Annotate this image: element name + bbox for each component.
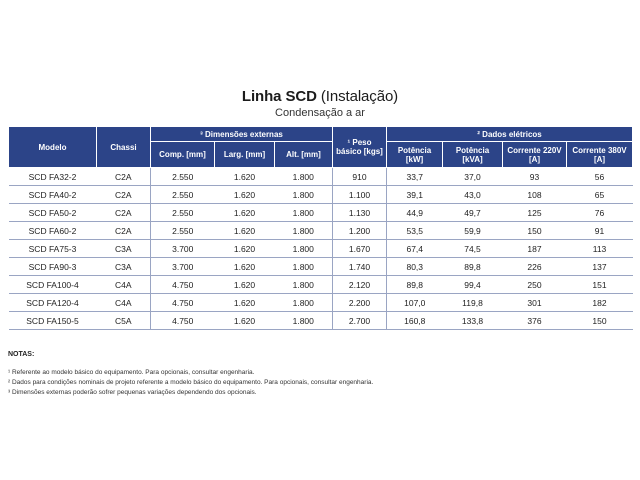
cell-current-380: 56 [567, 168, 633, 186]
cell-alt: 1.800 [275, 276, 333, 294]
table-body [9, 168, 633, 330]
cell-larg: 1.620 [215, 204, 275, 222]
cell-larg: 1.620 [215, 168, 275, 186]
cell-current-380: 91 [567, 222, 633, 240]
header-chassis: Chassi [97, 127, 151, 168]
cell-power-kva: 89,8 [443, 258, 503, 276]
header-current-220: Corrente 220V [A] [503, 142, 567, 168]
cell-power-kw: 53,5 [387, 222, 443, 240]
cell-larg: 1.620 [215, 276, 275, 294]
cell-chassis: C2A [97, 222, 151, 240]
cell-model: SCD FA120-4 [9, 294, 97, 312]
cell-current-380: 182 [567, 294, 633, 312]
note-item: ¹ Referente ao modelo básico do equipamento. Para opcionais, consultar engenharia. [8, 369, 255, 376]
cell-alt: 1.800 [275, 294, 333, 312]
cell-chassis: C2A [97, 204, 151, 222]
table-row [9, 240, 633, 258]
cell-weight: 1.670 [333, 240, 387, 258]
header-dimensions-group: ³ Dimensões externas [151, 127, 333, 142]
cell-comp: 4.750 [151, 276, 215, 294]
page-title-bold: Linha SCD [241, 88, 317, 105]
table-row [9, 276, 633, 294]
header-power-kva: Potência [kVA] [443, 142, 503, 168]
header-alt: Alt. [mm] [275, 142, 333, 168]
cell-model: SCD FA32-2 [9, 168, 97, 186]
cell-power-kva: 43,0 [443, 186, 503, 204]
notes-title: NOTAS: [8, 351, 35, 358]
cell-weight: 1.200 [333, 222, 387, 240]
cell-alt: 1.800 [275, 240, 333, 258]
header-model: Modelo [9, 127, 97, 168]
cell-power-kva: 99,4 [443, 276, 503, 294]
cell-power-kw: 107,0 [387, 294, 443, 312]
header-weight: ¹ Peso básico [kgs] [333, 127, 387, 168]
cell-current-220: 301 [503, 294, 567, 312]
cell-chassis: C3A [97, 258, 151, 276]
cell-model: SCD FA100-4 [9, 276, 97, 294]
cell-chassis: C2A [97, 186, 151, 204]
cell-current-220: 108 [503, 186, 567, 204]
cell-chassis: C4A [97, 276, 151, 294]
cell-alt: 1.800 [275, 168, 333, 186]
cell-power-kw: 80,3 [387, 258, 443, 276]
cell-larg: 1.620 [215, 240, 275, 258]
cell-comp: 2.550 [151, 168, 215, 186]
cell-comp: 4.750 [151, 312, 215, 330]
header-electrical-group: ² Dados elétricos [387, 127, 633, 142]
cell-power-kva: 37,0 [443, 168, 503, 186]
cell-model: SCD FA60-2 [9, 222, 97, 240]
cell-alt: 1.800 [275, 258, 333, 276]
cell-weight: 1.100 [333, 186, 387, 204]
cell-current-220: 250 [503, 276, 567, 294]
cell-weight: 2.700 [333, 312, 387, 330]
cell-model: SCD FA150-5 [9, 312, 97, 330]
note-item: ³ Dimensões externas poderão sofrer pequenas variações dependendo dos opcionais. [8, 389, 257, 396]
cell-current-220: 150 [503, 222, 567, 240]
table-row [9, 222, 633, 240]
cell-current-380: 137 [567, 258, 633, 276]
cell-power-kw: 160,8 [387, 312, 443, 330]
cell-power-kw: 44,9 [387, 204, 443, 222]
cell-model: SCD FA75-3 [9, 240, 97, 258]
cell-larg: 1.620 [215, 186, 275, 204]
cell-weight: 910 [333, 168, 387, 186]
cell-power-kw: 39,1 [387, 186, 443, 204]
cell-current-220: 226 [503, 258, 567, 276]
cell-comp: 2.550 [151, 204, 215, 222]
table-row [9, 294, 633, 312]
cell-chassis: C3A [97, 240, 151, 258]
header-power-kw: Potência [kW] [387, 142, 443, 168]
cell-current-380: 151 [567, 276, 633, 294]
cell-comp: 3.700 [151, 258, 215, 276]
cell-alt: 1.800 [275, 186, 333, 204]
cell-weight: 2.120 [333, 276, 387, 294]
header-current-380: Corrente 380V [A] [567, 142, 633, 168]
cell-model: SCD FA90-3 [9, 258, 97, 276]
cell-alt: 1.800 [275, 204, 333, 222]
cell-current-380: 76 [567, 204, 633, 222]
cell-comp: 3.700 [151, 240, 215, 258]
cell-alt: 1.800 [275, 312, 333, 330]
cell-power-kw: 67,4 [387, 240, 443, 258]
cell-current-220: 93 [503, 168, 567, 186]
cell-current-380: 65 [567, 186, 633, 204]
cell-weight: 1.740 [333, 258, 387, 276]
cell-model: SCD FA40-2 [9, 186, 97, 204]
cell-weight: 2.200 [333, 294, 387, 312]
cell-power-kva: 74,5 [443, 240, 503, 258]
cell-comp: 4.750 [151, 294, 215, 312]
cell-current-380: 150 [567, 312, 633, 330]
cell-power-kw: 89,8 [387, 276, 443, 294]
cell-current-220: 125 [503, 204, 567, 222]
cell-chassis: C2A [97, 168, 151, 186]
cell-power-kva: 133,8 [443, 312, 503, 330]
table-row [9, 186, 633, 204]
header-comp: Comp. [mm] [151, 142, 215, 168]
table-row [9, 204, 633, 222]
spec-table [8, 126, 633, 330]
cell-power-kva: 59,9 [443, 222, 503, 240]
cell-chassis: C4A [97, 294, 151, 312]
cell-larg: 1.620 [215, 312, 275, 330]
cell-alt: 1.800 [275, 222, 333, 240]
cell-weight: 1.130 [333, 204, 387, 222]
cell-power-kva: 119,8 [443, 294, 503, 312]
note-item: ² Dados para condições nominais de projeto referente a modelo básico do equipamento. Para opcionais, consultar engenharia. [8, 379, 374, 386]
cell-current-380: 113 [567, 240, 633, 258]
cell-comp: 2.550 [151, 222, 215, 240]
cell-chassis: C5A [97, 312, 151, 330]
table-row [9, 168, 633, 186]
table-row [9, 258, 633, 276]
cell-power-kw: 33,7 [387, 168, 443, 186]
cell-comp: 2.550 [151, 186, 215, 204]
cell-current-220: 187 [503, 240, 567, 258]
cell-model: SCD FA50-2 [9, 204, 97, 222]
notes-list [8, 368, 373, 398]
page-title [0, 88, 640, 105]
page-subtitle: Condensação a ar [275, 107, 365, 119]
cell-current-220: 376 [503, 312, 567, 330]
table-row [9, 312, 633, 330]
page-title-rest: (Instalação) [316, 88, 399, 105]
cell-power-kva: 49,7 [443, 204, 503, 222]
cell-larg: 1.620 [215, 294, 275, 312]
header-larg: Larg. [mm] [215, 142, 275, 168]
cell-larg: 1.620 [215, 222, 275, 240]
cell-larg: 1.620 [215, 258, 275, 276]
